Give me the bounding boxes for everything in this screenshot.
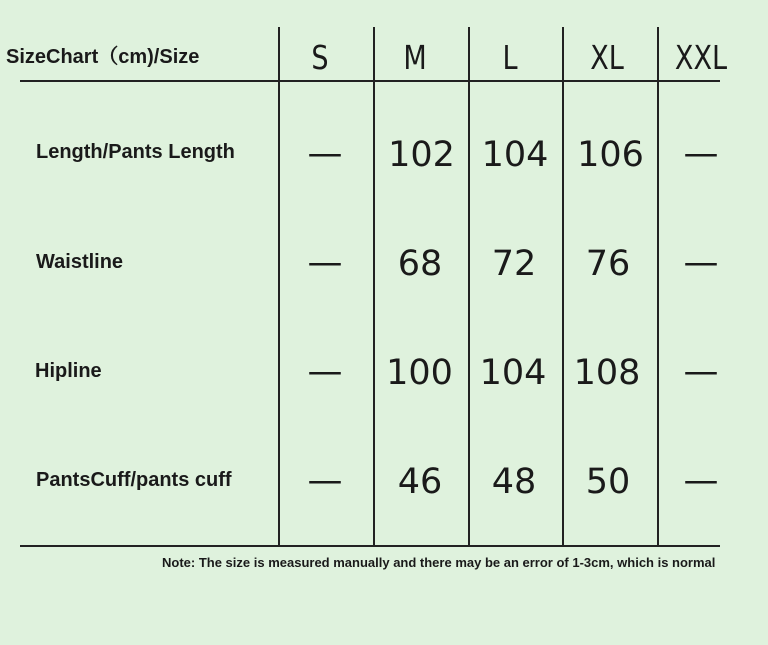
table-cell: — [683,352,719,392]
table-cell: 50 [585,462,631,502]
header-divider [20,80,720,82]
size-header-xl: XL [590,37,624,77]
row-label-pants-cuff: PantsCuff/pants cuff [36,469,232,491]
size-header-s: S [311,37,329,77]
size-chart-header-label: SizeChart（cm)/Size [6,46,200,68]
table-cell: 68 [397,244,443,284]
row-label-length: Length/Pants Length [36,141,235,163]
size-header-l: L [502,37,518,77]
table-cell: — [307,243,343,283]
table-cell: — [307,134,343,174]
table-cell: 104 [479,353,547,393]
table-cell: — [683,243,719,283]
table-cell: — [683,461,719,501]
size-header-xxl: XXL [674,37,728,77]
table-cell: 102 [388,135,455,175]
table-cell: 104 [481,135,549,175]
table-cell: 106 [577,135,644,175]
table-cell: — [307,352,343,392]
table-cell: 46 [397,462,443,502]
table-bottom-border [20,545,720,547]
table-cell: 100 [386,353,453,393]
table-cell: 72 [491,244,537,284]
measurement-note: Note: The size is measured manually and there may be an error of 1-3cm, which is normal [162,555,716,570]
size-header-m: M [403,37,427,77]
table-cell: — [683,134,719,174]
table-cell: 108 [573,353,641,393]
table-cell: 48 [491,462,537,502]
row-label-waistline: Waistline [36,251,124,273]
table-cell: — [307,461,343,501]
table-cell: 76 [585,244,631,284]
row-label-hipline: Hipline [35,360,102,382]
